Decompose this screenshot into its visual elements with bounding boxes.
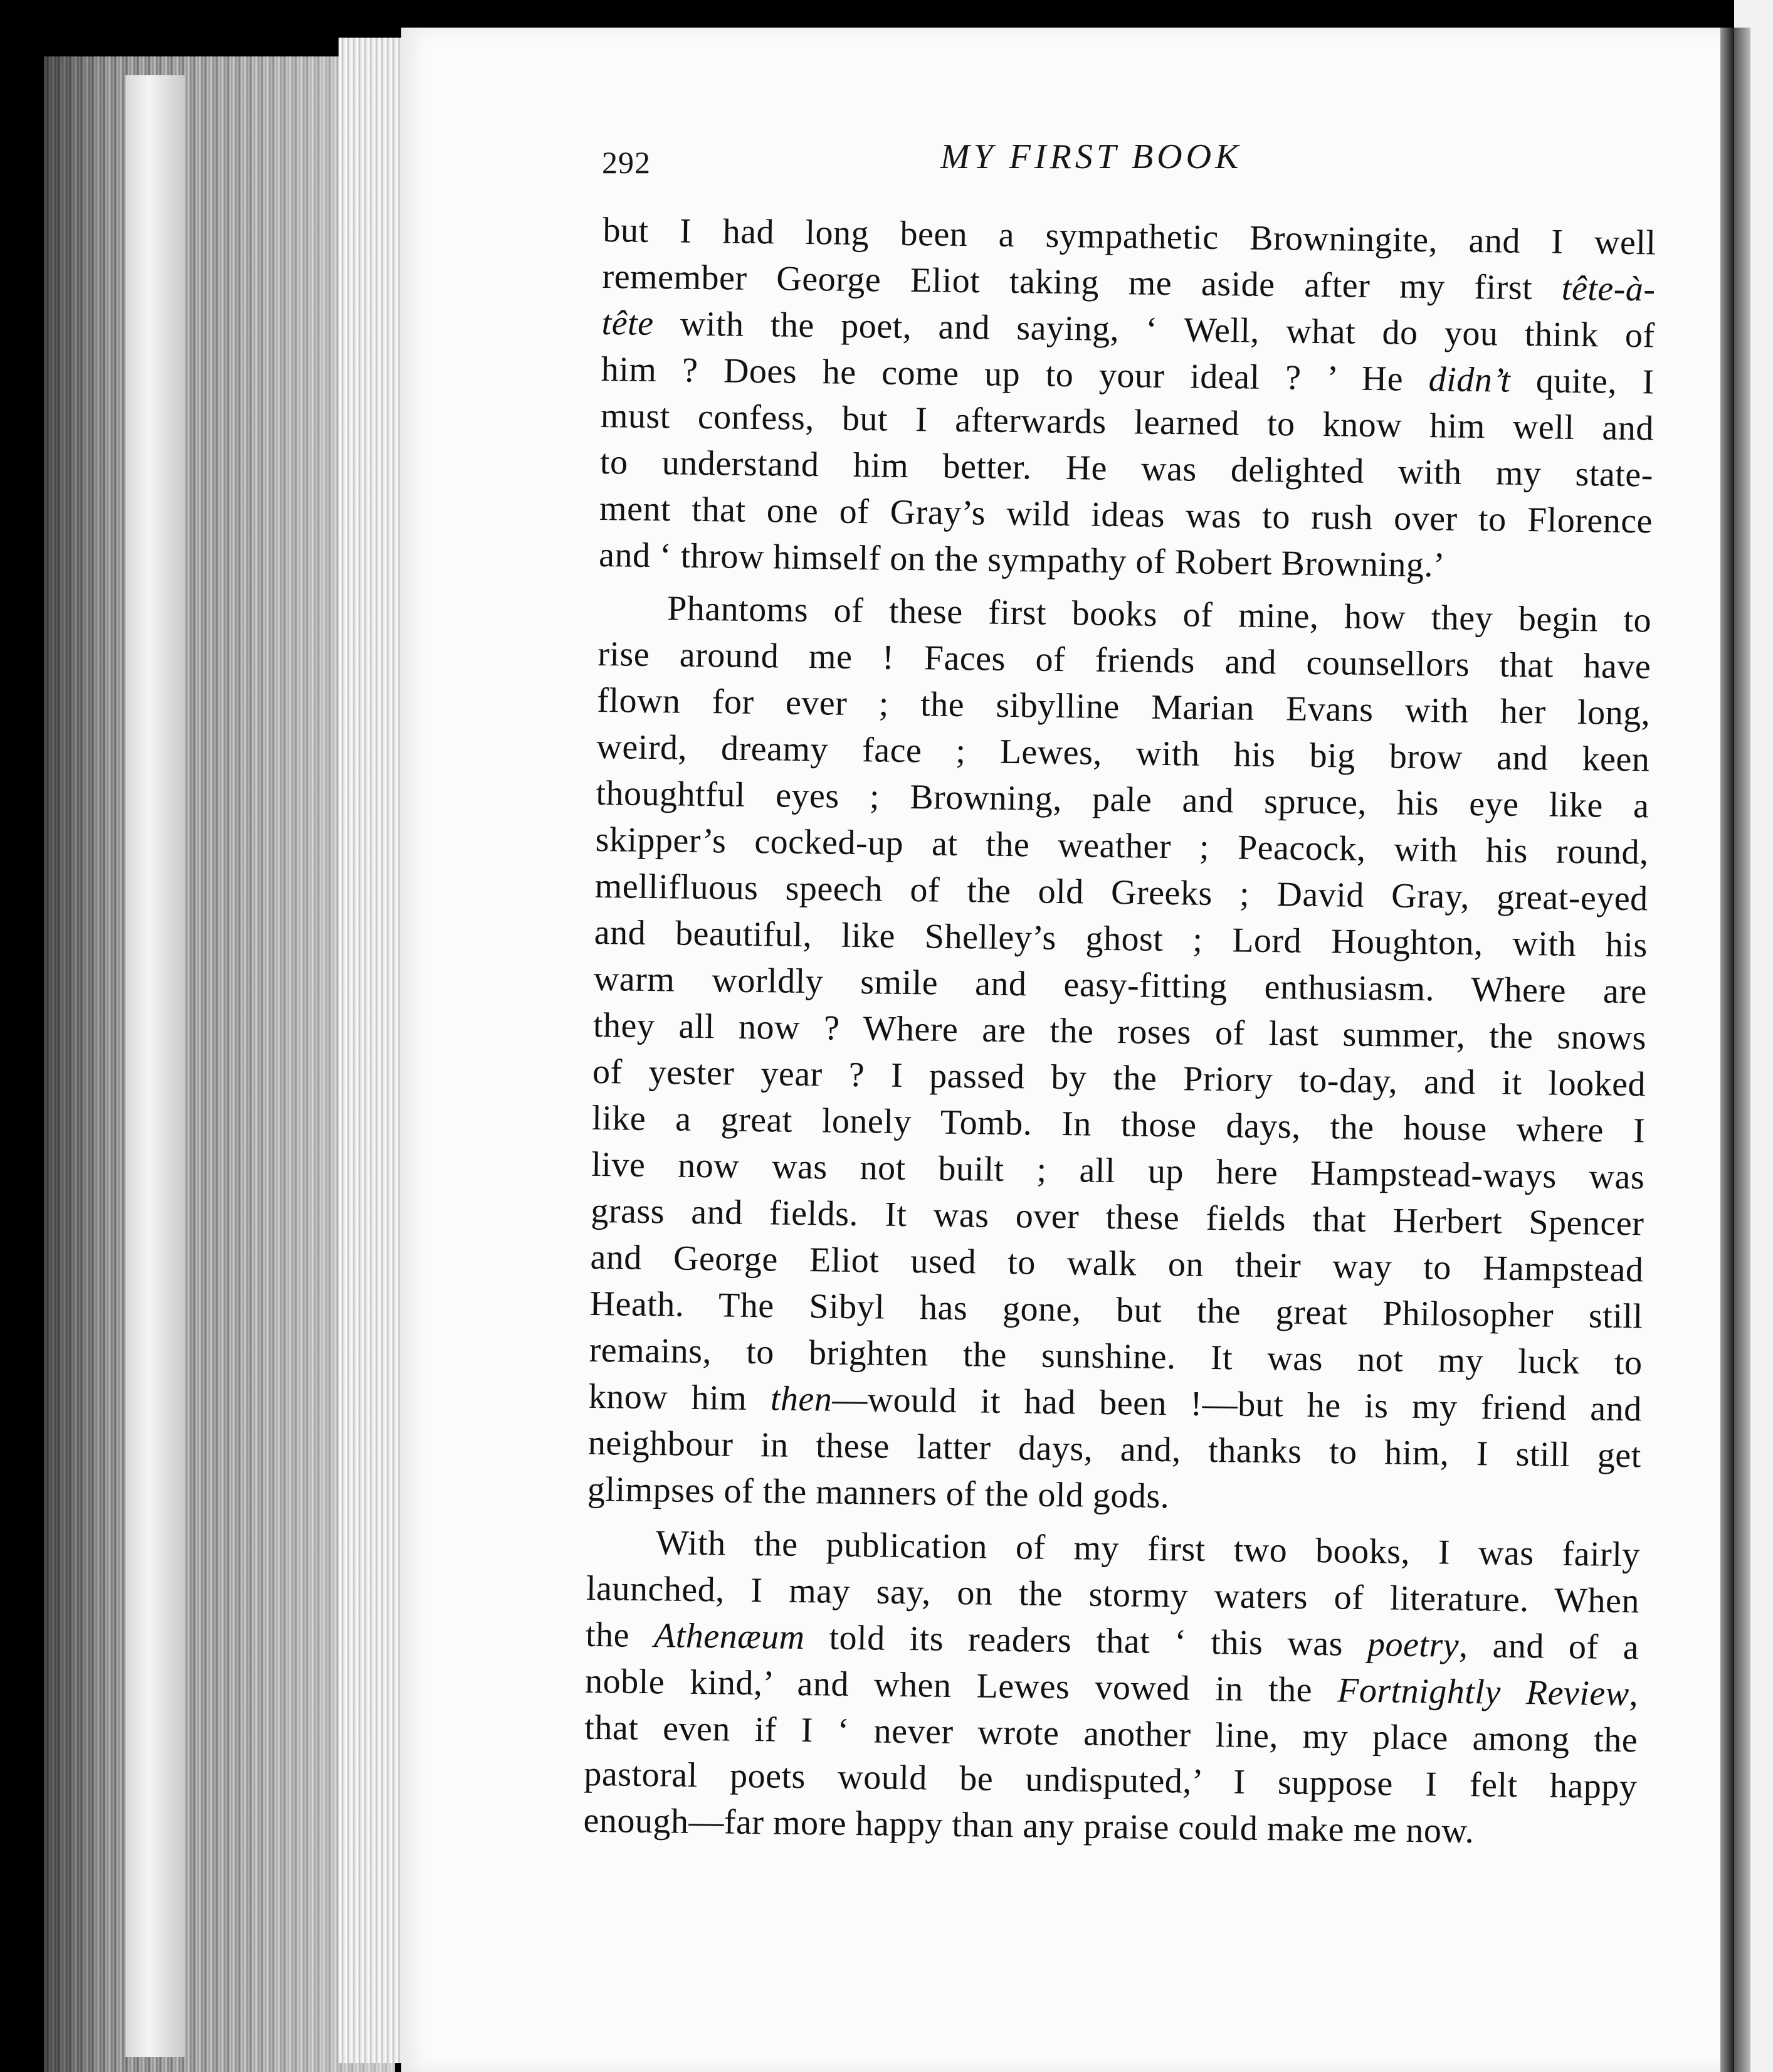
text-line: Phantoms of these first books of mine, how they begin to xyxy=(666,589,1652,640)
text-line: neighbour in these latter days, and, thanks to him, I still get xyxy=(587,1423,1642,1476)
text-line: to understand him better. He was delighted with my state- xyxy=(599,442,1654,495)
page-number: 292 xyxy=(602,145,651,180)
text-line: ment that one of Gray’s wild ideas was to rush over to Florence xyxy=(599,489,1653,541)
text-line: enough—far more happy than any praise could make me now. xyxy=(583,1800,1475,1851)
running-head xyxy=(602,137,1655,187)
text-line: noble kind,’ and when Lewes vowed in the Fortnightly Review, xyxy=(584,1661,1639,1714)
text-line: weird, dreamy face ; Lewes, with his big brow and keen xyxy=(596,727,1650,780)
text-line: and ‘ throw himself on the sympathy of Robert Browning.’ xyxy=(598,535,1446,585)
text-line: know him then—would it had been !—but he is my friend and xyxy=(588,1377,1643,1429)
text-line: but I had long been a sympathetic Browningite, and I well xyxy=(602,210,1656,263)
text-line: rise around me ! Faces of friends and counsellors that have xyxy=(597,634,1651,687)
text-line: warm worldly smile and easy-fitting enthusiasm. Where are xyxy=(593,959,1648,1012)
text-line: mellifluous speech of the old Greeks ; David Gray, great-eyed xyxy=(594,866,1649,919)
text-line: the Athenæum told its readers that ‘ this was poetry, and of a xyxy=(585,1615,1639,1668)
page-header-title: MY FIRST BOOK xyxy=(940,137,1243,176)
text-line: skipper’s cocked-up at the weather ; Peacock, with his round, xyxy=(595,820,1649,872)
text-line: tête with the poet, and saying, ‘ Well, what do you think of xyxy=(601,303,1655,356)
text-line: of yester year ? I passed by the Priory to-day, and it looked xyxy=(592,1052,1646,1104)
text-line: launched, I may say, on the stormy waters of literature. When xyxy=(586,1568,1640,1621)
text-line: pastoral poets would be undisputed,’ I suppose I felt happy xyxy=(584,1754,1638,1807)
text-line: him ? Does he come up to your ideal ? ’ He didn’t quite, I xyxy=(601,349,1655,402)
text-line: must confess, but I afterwards learned to know him well and xyxy=(600,396,1655,448)
page-right-edge xyxy=(1720,28,1734,2072)
text-line: like a great lonely Tomb. In those days, the house where I xyxy=(591,1098,1646,1151)
text-line: they all now ? Where are the roses of last summer, the snows xyxy=(592,1005,1647,1058)
text-line: live now was not built ; all up here Hampstead-ways was xyxy=(591,1144,1645,1197)
text-line: flown for ever ; the sibylline Marian Evans with her long, xyxy=(597,680,1651,733)
inner-margin-strip xyxy=(125,75,185,2057)
text-line: remains, to brighten the sunshine. It was not my luck to xyxy=(589,1330,1643,1383)
text-line: With the publication of my first two books, I was fairly xyxy=(655,1523,1641,1575)
text-line: grass and fields. It was over these fields that Herbert Spencer xyxy=(591,1191,1644,1244)
leaf-edges xyxy=(339,38,408,2063)
text-line: glimpses of the manners of the old gods. xyxy=(587,1469,1170,1516)
text-line: and beautiful, like Shelley’s ghost ; Lord Houghton, with his xyxy=(594,912,1648,965)
text-line: thoughtful eyes ; Browning, pale and spruce, his eye like a xyxy=(596,773,1649,826)
text-line: Heath. The Sibyl has gone, but the great Philosopher still xyxy=(589,1284,1643,1336)
text-line: and George Eliot used to walk on their way to Hampstead xyxy=(590,1237,1644,1290)
text-line: remember George Eliot taking me aside after my first tête-à- xyxy=(602,256,1656,309)
text-line: that even if I ‘ never wrote another line, my place among the xyxy=(584,1708,1638,1760)
spine-shadow xyxy=(1734,28,1750,2072)
body-text xyxy=(583,207,1656,1856)
